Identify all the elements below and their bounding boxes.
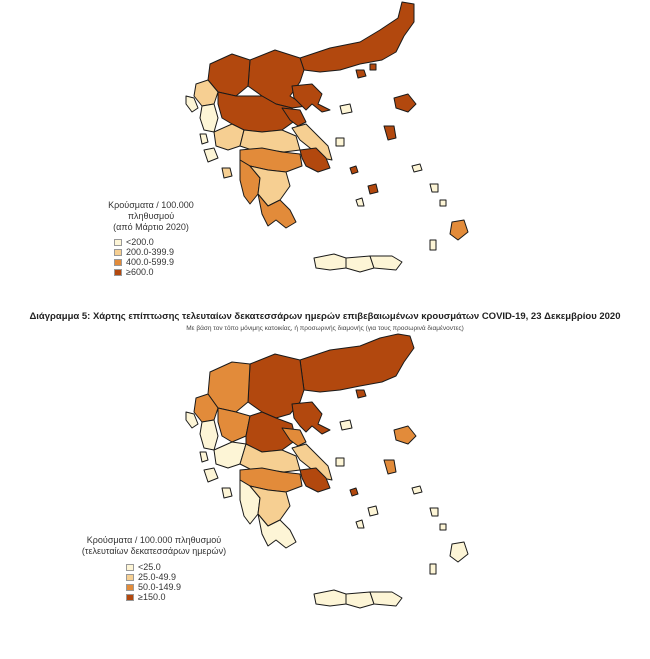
- legend-top-title: Κρούσματα / 100.000 πληθυσμού (από Μάρτιο 2020): [108, 200, 194, 232]
- legend-bottom-item-1: <25.0: [126, 562, 228, 572]
- region-thessaly-west: [218, 408, 250, 442]
- region-lesvos: [394, 94, 416, 112]
- region-thrace: [300, 2, 414, 72]
- region-thrace: [300, 334, 414, 392]
- region-rhodes: [450, 220, 468, 240]
- swatch: [126, 564, 134, 571]
- legend-bottom-item-2: 25.0-49.9: [126, 572, 228, 582]
- region-crete-east: [370, 256, 402, 270]
- legend-top: [86, 200, 216, 277]
- legend-top-item-4: ≥600.0: [114, 267, 216, 277]
- region-lefkada: [200, 134, 208, 144]
- region-skyros: [336, 458, 344, 466]
- region-zakynthos: [222, 488, 232, 498]
- region-crete-west: [314, 254, 346, 270]
- region-limnos: [340, 420, 352, 430]
- region-samos: [412, 164, 422, 172]
- region-cyclades-1: [350, 166, 358, 174]
- region-crete-central: [346, 256, 374, 272]
- region-cyclades-3: [356, 520, 364, 528]
- legend-bottom: [80, 535, 228, 602]
- region-rhodes: [450, 542, 468, 562]
- region-samos: [412, 486, 422, 494]
- region-thasos: [356, 70, 366, 78]
- region-dodecanese-1: [430, 184, 438, 192]
- region-crete-west: [314, 590, 346, 606]
- swatch: [126, 584, 134, 591]
- region-lesvos: [394, 426, 416, 444]
- region-cyclades-1: [350, 488, 358, 496]
- swatch: [114, 269, 122, 276]
- region-cyclades-2: [368, 506, 378, 516]
- region-cyclades-2: [368, 184, 378, 194]
- region-lefkada: [200, 452, 208, 462]
- region-epirus-south: [200, 420, 218, 450]
- region-thasos: [356, 390, 366, 398]
- region-chalkidiki: [292, 402, 330, 434]
- figure-subtitle: Με βάση τον τόπο μόνιμης κατοικίας, ή προσωρινής διαμονής (για τους προσωρινά διαμένοντες): [186, 325, 464, 332]
- region-chalkidiki: [292, 84, 330, 112]
- map-bottom: [0, 332, 650, 652]
- swatch: [114, 239, 122, 246]
- region-limnos: [340, 104, 352, 114]
- figure-title: Διάγραμμα 5: Χάρτης επίπτωσης τελευταίων δεκατεσσάρων ημερών επιβεβαιωμένων κρουσμάτων COVID-19, 23 Δεκεμβρίου 2020: [29, 311, 621, 322]
- region-chios: [384, 460, 396, 474]
- region-kefalonia: [204, 148, 218, 162]
- region-zakynthos: [222, 168, 232, 178]
- legend-bottom-item-3: 50.0-149.9: [126, 582, 228, 592]
- region-samothraki: [370, 64, 376, 70]
- swatch: [126, 594, 134, 601]
- legend-bottom-item-4: ≥150.0: [126, 592, 228, 602]
- legend-top-item-2: 200.0-399.9: [114, 247, 216, 257]
- region-chios: [384, 126, 396, 140]
- swatch: [126, 574, 134, 581]
- region-central-greece-west: [214, 124, 244, 150]
- region-crete-east: [370, 592, 402, 606]
- region-dodecanese-1: [430, 508, 438, 516]
- region-skyros: [336, 138, 344, 146]
- region-epirus-south: [200, 104, 218, 132]
- legend-top-item-1: <200.0: [114, 237, 216, 247]
- region-cyclades-3: [356, 198, 364, 206]
- legend-bottom-title: Κρούσματα / 100.000 πληθυσμού (τελευταίων δεκατεσσάρων ημερών): [81, 535, 227, 556]
- region-dodecanese-2: [440, 200, 446, 206]
- legend-top-item-3: 400.0-599.9: [114, 257, 216, 267]
- region-crete-central: [346, 592, 374, 608]
- region-karpathos: [430, 240, 436, 250]
- swatch: [114, 249, 122, 256]
- region-karpathos: [430, 564, 436, 574]
- region-kefalonia: [204, 468, 218, 482]
- region-dodecanese-2: [440, 524, 446, 530]
- swatch: [114, 259, 122, 266]
